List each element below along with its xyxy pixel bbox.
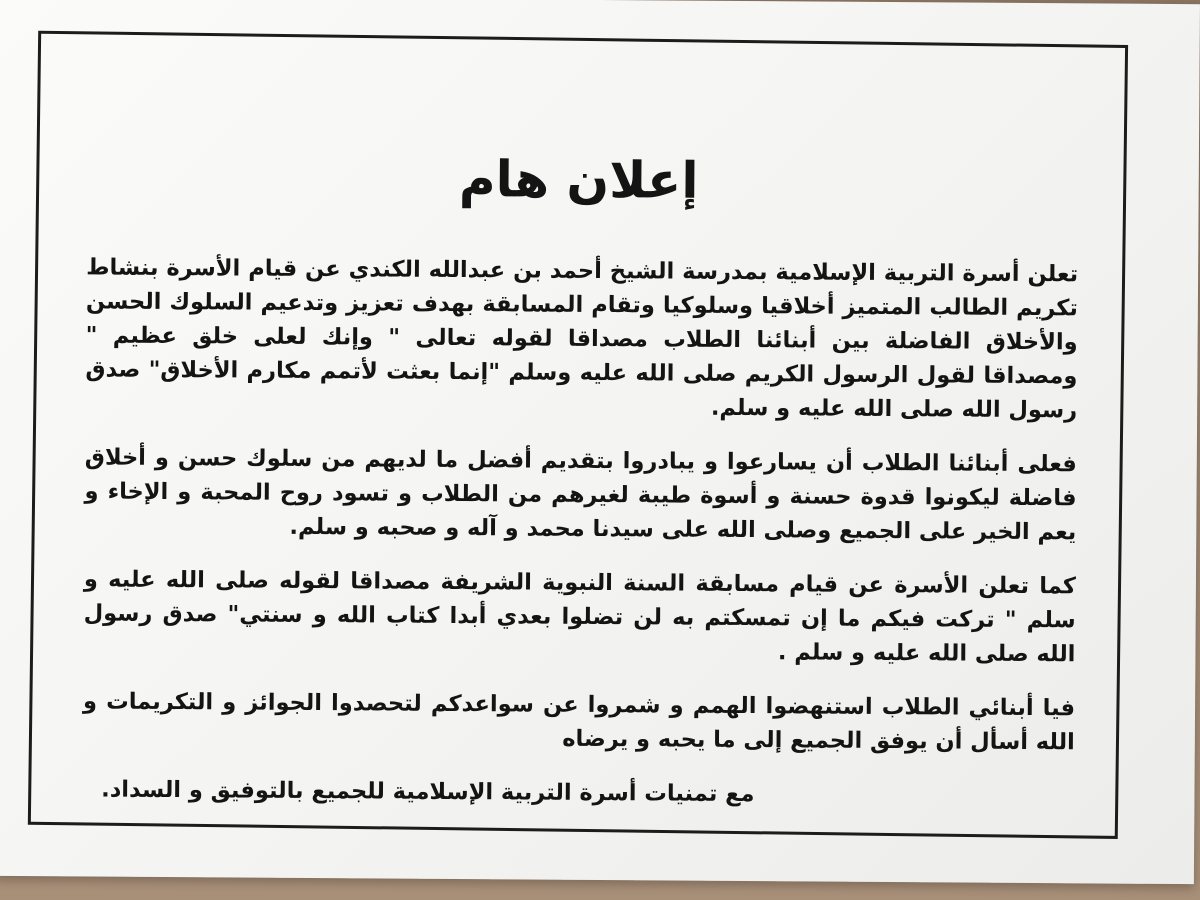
paragraph-announcement: تعلن أسرة التربية الإسلامية بمدرسة الشيخ أحمد بن عبدالله الكندي عن قيام الأسرة بنشاط تكريم الطالب المتميز أخلاقيا وسلوكيا وتقام المسابقة بهدف تعزيز وتدعيم السلوك الحسن والأخلاق الفاضلة بين أبنائنا الطلاب مصداقا لقوله تعالى " وإنك لعلى خلق عظيم " ومصداقا لقول الرسول الكريم صلى الله عليه وسلم "إنما بعثت لأتمم مكارم الأخلاق" صدق رسول الله صلى الله عليه و سلم. [85, 254, 1079, 424]
closing-wishes: مع تمنيات أسرة التربية الإسلامية للجميع بالتوفيق و السداد. [101, 776, 755, 808]
paragraph-encouragement: فعلى أبنائنا الطلاب أن يسارعوا و يبادروا بتقديم أفضل ما لديهم من سلوك حسن و أخلاق فاضلة ليكونوا قدوة حسنة و أسوة طيبة لغيرهم من الطلاب و تسود روح المحبة و الإخاء و يعم الخير على الجميع وصلى الله على سيدنا محمد و آله و صحبه و سلم. [84, 444, 1077, 546]
notice-title: إعلان هام [458, 150, 699, 210]
paragraph-call-to-action: فيا أبنائي الطلاب استنهضوا الهمم و شمروا عن سواعدكم لتحصدوا الجوائز و التكريمات و الله أسأل أن يوفق الجميع إلى ما يحبه و يرضاه [82, 688, 1076, 756]
paragraph-sunnah-contest: كما تعلن الأسرة عن قيام مسابقة السنة النبوية الشريفة مصداقا لقوله صلى الله عليه و سلم " تركت فيكم ما إن تمسكتم به لن تضلوا بعدي أبدا كتاب الله و سنتي" صدق رسول الله صلى الله عليه و سلم . [83, 566, 1077, 668]
notice-content [74, 36, 1079, 823]
